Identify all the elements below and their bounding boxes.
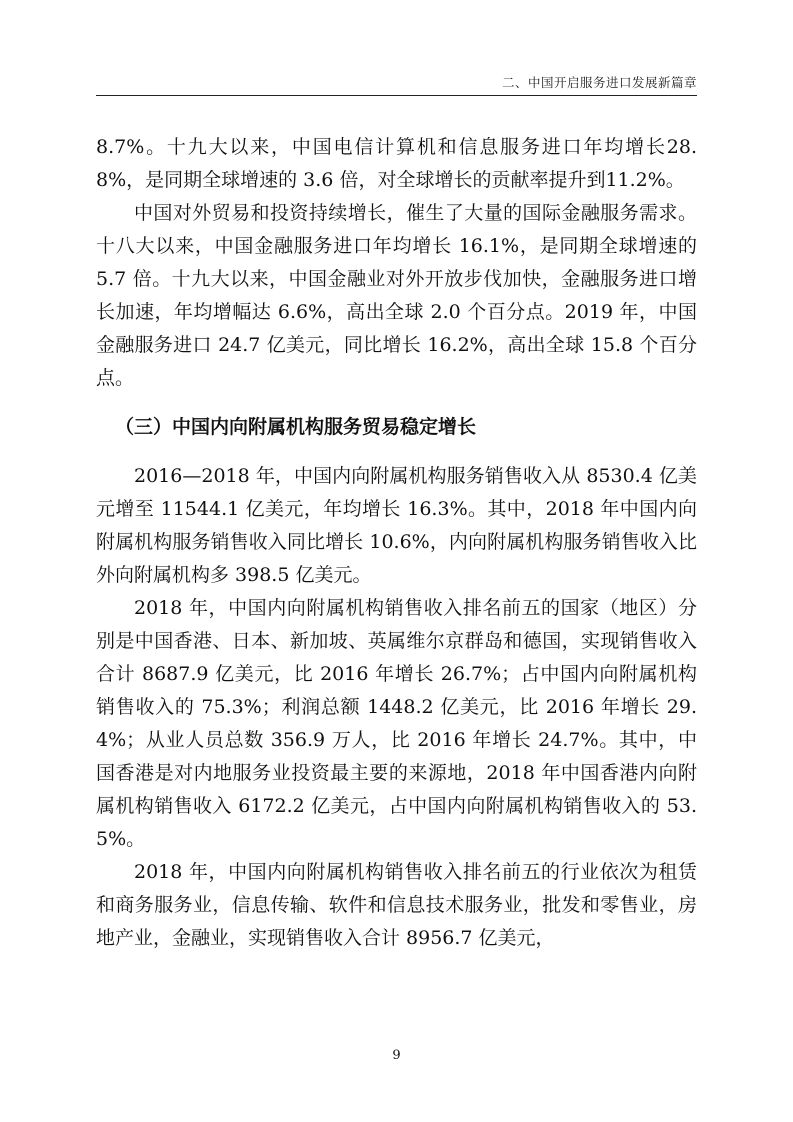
section-heading: （三）中国内向附属机构服务贸易稳定增长 <box>115 416 477 438</box>
paragraph: 2016—2018 年，中国内向附属机构服务销售收入从 8530.4 亿美元增至 11544.1 亿美元，年均增长 16.3%。其中，2018 年中国内向附属机构服务销售收入同比增长 10.6%，内向附属机构服务销售收入比外向附属机构多 398.5 亿美元。 <box>96 465 697 586</box>
header-rule <box>96 95 697 96</box>
paragraph: 2018 年，中国内向附属机构销售收入排名前五的行业依次为租赁和商务服务业，信息传输、软件和信息技术服务业，批发和零售业，房地产业，金融业，实现销售收入合计 8956.7 亿美元， <box>96 861 697 949</box>
page-number: 9 <box>392 1048 401 1063</box>
running-header: 二、中国开启服务进口发展新篇章 <box>501 75 697 90</box>
paragraph-continued: 8.7%。十九大以来，中国电信计算机和信息服务进口年均增长28.8%，是同期全球增速的 3.6 倍，对全球增长的贡献率提升到11.2%。 <box>96 136 697 191</box>
paragraph: 2018 年，中国内向附属机构销售收入排名前五的国家（地区）分别是中国香港、日本、新加坡、英属维尔京群岛和德国，实现销售收入合计 8687.9 亿美元，比 2016 年增长 26.7%；占中国内向附属机构销售收入的 75.3%；利润总额 1448.2 亿美元，比 2016 年增长 29.4%；从业人员总数 356.9 万人，比 2016 年增长 24.7%。其中，中国香港是对内地服务业投资最主要的来源地，2018 年中国香港内向附属机构销售收入 6172.2 亿美元，占中国内向附属机构销售收入的 53.5%。 <box>96 597 697 850</box>
paragraph: 中国对外贸易和投资持续增长，催生了大量的国际金融服务需求。十八大以来，中国金融服务进口年均增长 16.1%，是同期全球增速的 5.7 倍。十九大以来，中国金融业对外开放步伐加快，金融服务进口增长加速，年均增幅达 6.6%，高出全球 2.0 个百分点。2019 年，中国金融服务进口 24.7 亿美元，同比增长 16.2%，高出全球 15.8 个百分点。 <box>96 202 697 389</box>
body-text <box>96 131 697 955</box>
